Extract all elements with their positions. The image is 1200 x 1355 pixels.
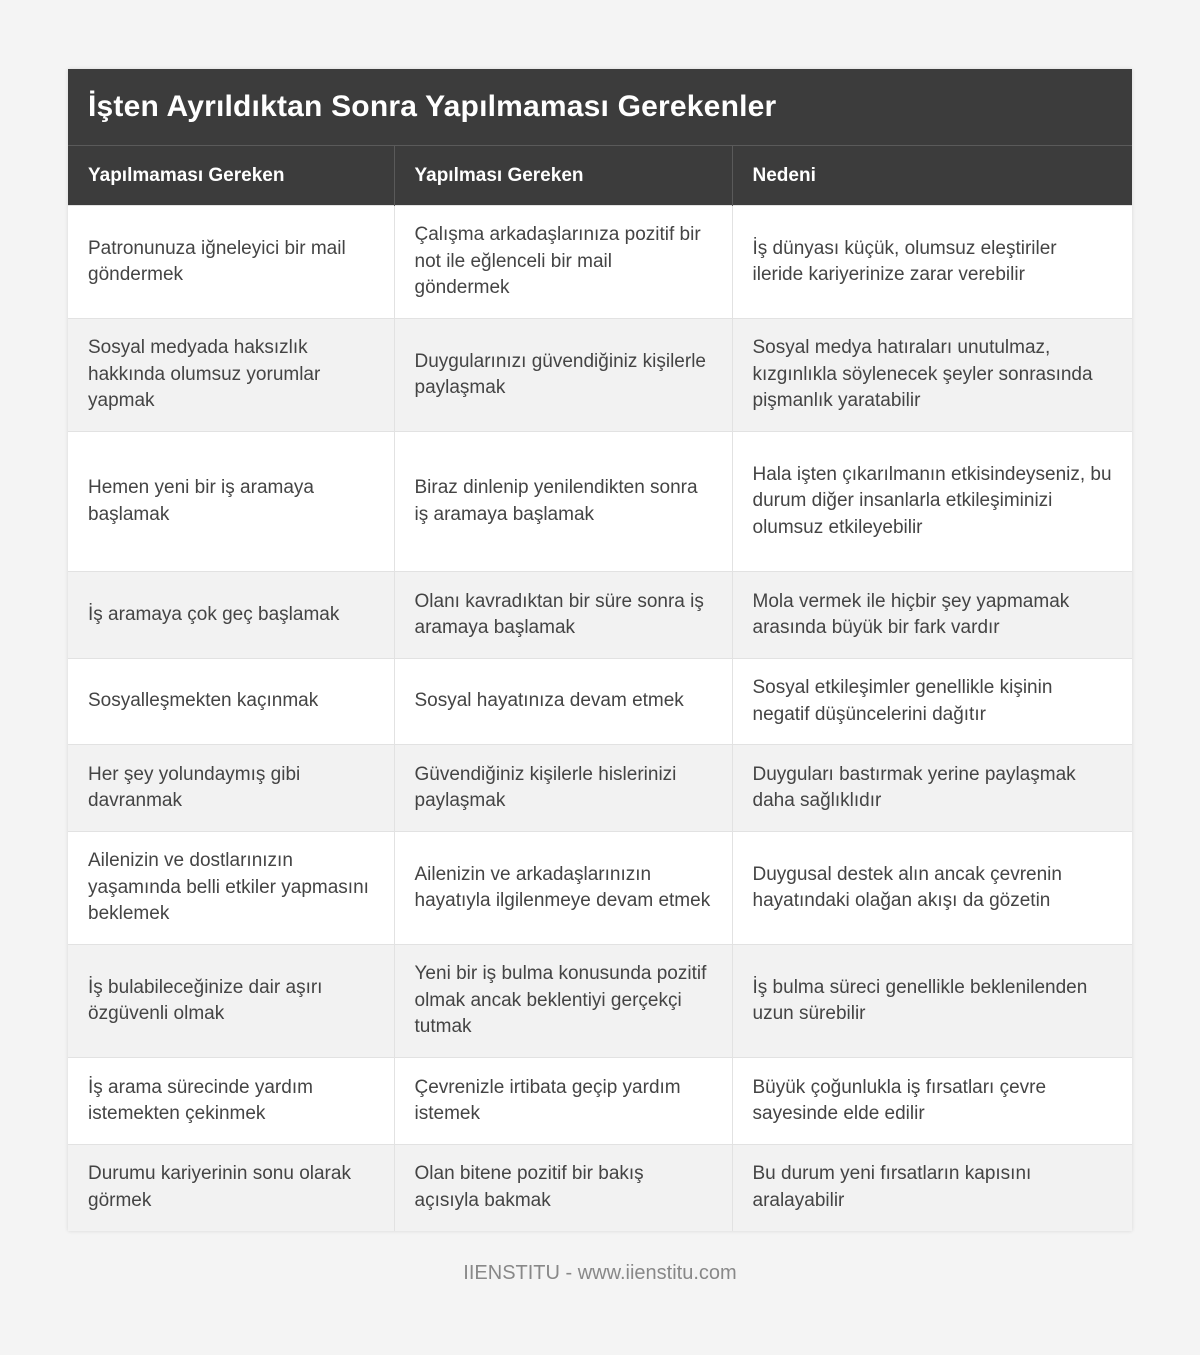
cell-dont: Hemen yeni bir iş aramaya başlamak <box>68 432 394 572</box>
cell-do: Duygularınızı güvendiğiniz kişilerle paylaşmak <box>394 319 732 432</box>
cell-reason: Bu durum yeni fırsatların kapısını aralayabilir <box>732 1145 1132 1231</box>
page-title: İşten Ayrıldıktan Sonra Yapılmaması Gerekenler <box>88 90 777 123</box>
cell-dont: Durumu kariyerinin sonu olarak görmek <box>68 1145 394 1231</box>
cell-reason: Duygusal destek alın ancak çevrenin hayatındaki olağan akışı da gözetin <box>732 832 1132 945</box>
cell-do: Olan bitene pozitif bir bakış açısıyla bakmak <box>394 1145 732 1231</box>
cell-do: Yeni bir iş bulma konusunda pozitif olmak ancak beklentiyi gerçekçi tutmak <box>394 945 732 1058</box>
cell-do: Biraz dinlenip yenilendikten sonra iş aramaya başlamak <box>394 432 732 572</box>
cell-reason: Büyük çoğunlukla iş fırsatları çevre sayesinde elde edilir <box>732 1058 1132 1145</box>
cell-reason: Mola vermek ile hiçbir şey yapmamak arasında büyük bir fark vardır <box>732 572 1132 659</box>
cell-dont: İş arama sürecinde yardım istemekten çekinmek <box>68 1058 394 1145</box>
table-header-row <box>68 146 1132 206</box>
table-row <box>68 1145 1132 1231</box>
cell-dont: Sosyalleşmekten kaçınmak <box>68 659 394 745</box>
cell-dont: Her şey yolundaymış gibi davranmak <box>68 745 394 832</box>
column-header-dont: Yapılmaması Gereken <box>68 146 394 206</box>
table-row <box>68 832 1132 945</box>
cell-do: Olanı kavradıktan bir süre sonra iş aramaya başlamak <box>394 572 732 659</box>
cell-reason: Sosyal etkileşimler genellikle kişinin negatif düşüncelerini dağıtır <box>732 659 1132 745</box>
column-header-do: Yapılması Gereken <box>394 146 732 206</box>
table-row <box>68 432 1132 572</box>
cell-do: Çalışma arkadaşlarınıza pozitif bir not ile eğlenceli bir mail göndermek <box>394 206 732 319</box>
cell-reason: İş bulma süreci genellikle beklenilenden uzun sürebilir <box>732 945 1132 1058</box>
table-row <box>68 945 1132 1058</box>
table-row <box>68 659 1132 745</box>
cell-dont: İş bulabileceğinize dair aşırı özgüvenli olmak <box>68 945 394 1058</box>
table-card <box>68 69 1132 1231</box>
cell-dont: İş aramaya çok geç başlamak <box>68 572 394 659</box>
column-header-reason: Nedeni <box>732 146 1132 206</box>
comparison-table <box>68 145 1132 1231</box>
table-row <box>68 1058 1132 1145</box>
table-row <box>68 206 1132 319</box>
cell-do: Sosyal hayatınıza devam etmek <box>394 659 732 745</box>
title-bar <box>68 69 1132 145</box>
cell-reason: İş dünyası küçük, olumsuz eleştiriler ileride kariyerinize zarar verebilir <box>732 206 1132 319</box>
cell-do: Ailenizin ve arkadaşlarınızın hayatıyla ilgilenmeye devam etmek <box>394 832 732 945</box>
table-row <box>68 745 1132 832</box>
cell-dont: Sosyal medyada haksızlık hakkında olumsuz yorumlar yapmak <box>68 319 394 432</box>
table-row <box>68 319 1132 432</box>
cell-do: Çevrenizle irtibata geçip yardım istemek <box>394 1058 732 1145</box>
cell-reason: Sosyal medya hatıraları unutulmaz, kızgınlıkla söylenecek şeyler sonrasında pişmanlık yaratabilir <box>732 319 1132 432</box>
footer-credit: IIENSTITU - www.iienstitu.com <box>463 1262 737 1284</box>
table-row <box>68 572 1132 659</box>
cell-do: Güvendiğiniz kişilerle hislerinizi paylaşmak <box>394 745 732 832</box>
cell-dont: Patronunuza iğneleyici bir mail göndermek <box>68 206 394 319</box>
cell-reason: Duyguları bastırmak yerine paylaşmak daha sağlıklıdır <box>732 745 1132 832</box>
cell-reason: Hala işten çıkarılmanın etkisindeyseniz, bu durum diğer insanlarla etkileşiminizi olumsuz etkileyebilir <box>732 432 1132 572</box>
cell-dont: Ailenizin ve dostlarınızın yaşamında belli etkiler yapmasını beklemek <box>68 832 394 945</box>
